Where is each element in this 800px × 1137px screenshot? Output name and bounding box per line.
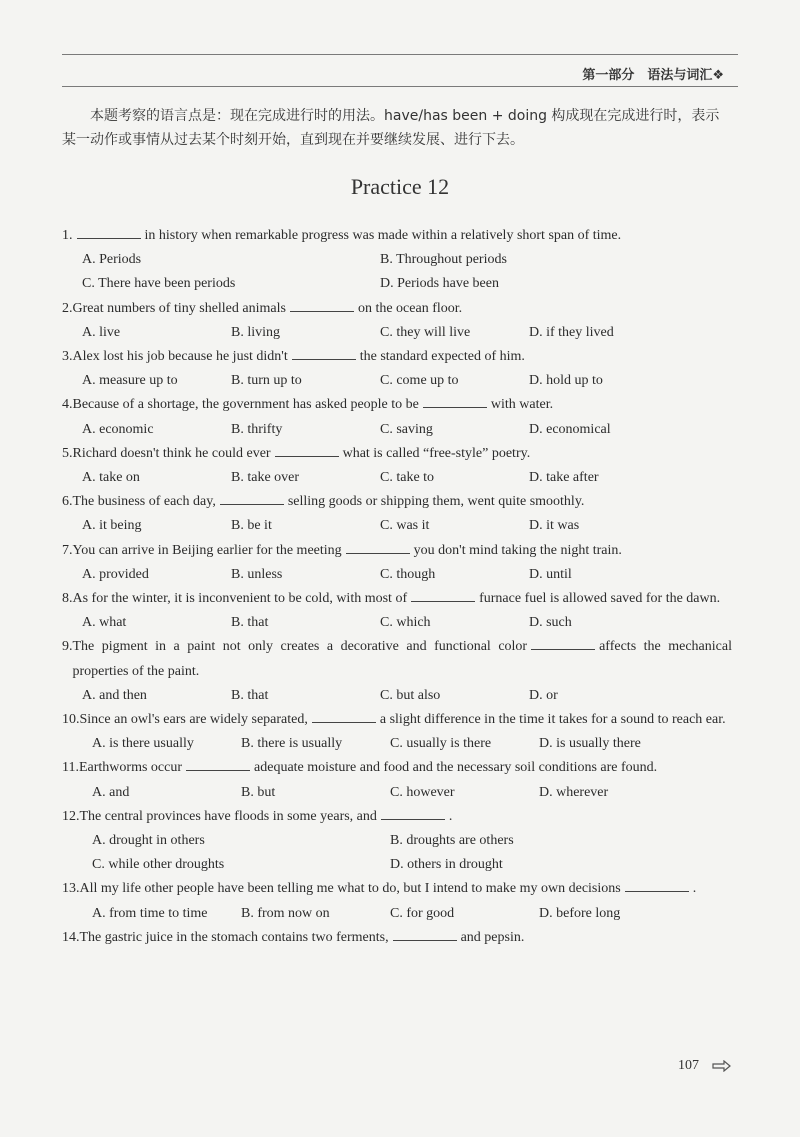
question-stem	[62, 490, 732, 514]
question-item	[62, 539, 732, 587]
answer-option: B. but	[241, 784, 276, 800]
answer-options	[62, 829, 732, 877]
question-text-before-blank: Richard doesn't think he could ever	[72, 445, 271, 461]
question-text	[73, 635, 733, 683]
answer-blank	[220, 490, 284, 505]
question-text	[80, 926, 733, 950]
answer-option: D. until	[529, 566, 572, 582]
question-text-before-blank: As for the winter, it is inconvenient to be cold, with most of	[72, 591, 408, 607]
question-text-before-blank: The gastric juice in the stomach contains two ferments,	[79, 929, 389, 945]
question-number: 13.	[62, 881, 80, 897]
question-text-after-blank: a slight difference in the time it takes for a sound to reach ear.	[379, 712, 726, 728]
question-text-after-blank: .	[692, 881, 697, 897]
question-list	[62, 224, 732, 950]
question-number: 3.	[62, 349, 73, 365]
answer-option: B. there is usually	[241, 736, 343, 752]
answer-option: C. however	[390, 784, 455, 800]
answer-blank	[423, 393, 487, 408]
question-text-after-blank: on the ocean floor.	[357, 300, 463, 316]
answer-option: B. turn up to	[231, 373, 302, 389]
answer-blank	[531, 635, 595, 650]
next-page-arrow-icon	[712, 1060, 732, 1072]
question-stem	[62, 635, 732, 683]
answer-options	[62, 684, 732, 708]
question-number: 14.	[62, 929, 80, 945]
header-rule-top	[62, 54, 738, 55]
question-number: 9.	[62, 639, 73, 655]
answer-options	[62, 466, 732, 490]
page-title: Practice 12	[350, 174, 450, 199]
answer-option: B. Throughout periods	[380, 252, 507, 268]
question-item	[62, 587, 732, 635]
answer-blank	[625, 877, 689, 892]
question-text	[79, 756, 732, 780]
answer-option: A. and then	[82, 687, 147, 703]
answer-option: C. which	[380, 615, 431, 631]
answer-option: A. it being	[82, 518, 142, 534]
question-text	[80, 708, 733, 732]
question-number: 4.	[62, 397, 73, 413]
answer-option: C. take to	[380, 470, 435, 486]
question-text-after-blank: in history when remarkable progress was made within a relatively short span of time.	[144, 228, 622, 243]
question-text-after-blank: you don't mind taking the night train.	[413, 542, 622, 558]
answer-option: C. There have been periods	[82, 276, 236, 292]
answer-blank	[312, 708, 376, 723]
question-stem	[62, 587, 732, 611]
question-text-before-blank: The business of each day,	[72, 494, 216, 510]
answer-options	[62, 514, 732, 538]
answer-option: D. wherever	[539, 784, 609, 800]
question-item	[62, 877, 732, 925]
question-number: 6.	[62, 494, 73, 510]
question-stem	[62, 877, 732, 901]
question-stem	[62, 756, 732, 780]
answer-option: D. take after	[529, 470, 599, 486]
answer-option: C. though	[380, 566, 436, 582]
answer-blank	[346, 539, 410, 554]
answer-option: D. or	[529, 687, 558, 703]
answer-option: C. but also	[380, 687, 441, 703]
question-item	[62, 926, 732, 950]
question-item	[62, 442, 732, 490]
answer-option: B. be it	[231, 518, 272, 534]
answer-options	[62, 611, 732, 635]
answer-option: C. was it	[380, 518, 430, 534]
page-number: 107	[678, 1058, 699, 1073]
answer-option: C. for good	[390, 905, 455, 921]
question-number: 12.	[62, 808, 80, 824]
answer-blank	[292, 345, 356, 360]
answer-option: D. is usually there	[539, 736, 641, 752]
answer-options	[62, 902, 732, 926]
question-stem	[62, 393, 732, 417]
answer-option: A. drought in others	[92, 833, 205, 849]
question-number: 10.	[62, 712, 80, 728]
question-stem	[62, 708, 732, 732]
question-text-before-blank: Since an owl's ears are widely separated,	[79, 712, 308, 728]
answer-option: D. others in drought	[390, 857, 503, 873]
answer-option: A. measure up to	[82, 373, 178, 389]
question-stem	[62, 297, 732, 321]
question-text	[73, 490, 733, 514]
answer-option: A. provided	[82, 566, 149, 582]
question-text	[73, 345, 733, 369]
answer-option: B. living	[231, 324, 281, 340]
answer-option: B. that	[231, 687, 269, 703]
answer-blank	[411, 587, 475, 602]
question-text-after-blank: .	[448, 808, 453, 824]
question-text	[80, 877, 733, 901]
answer-blank	[77, 224, 141, 239]
question-stem	[62, 345, 732, 369]
header-rule-bottom	[62, 86, 738, 87]
answer-blank	[275, 442, 339, 457]
answer-option: B. take over	[231, 470, 300, 486]
answer-options	[62, 563, 732, 587]
answer-option: D. hold up to	[529, 373, 603, 389]
answer-options	[62, 248, 732, 296]
question-item	[62, 393, 732, 441]
question-number: 8.	[62, 591, 73, 607]
question-stem	[62, 539, 732, 563]
question-item	[62, 297, 732, 345]
question-text-after-blank: what is called “free-style” poetry.	[342, 445, 531, 461]
answer-option: A. what	[82, 615, 127, 631]
answer-option: D. such	[529, 615, 572, 631]
question-text-before-blank: Because of a shortage, the government has asked people to be	[72, 397, 419, 413]
question-text	[73, 587, 733, 611]
answer-option: A. is there usually	[92, 736, 194, 752]
answer-option: A. economic	[82, 421, 154, 437]
answer-option: C. come up to	[380, 373, 459, 389]
question-text	[80, 805, 733, 829]
answer-option: B. droughts are others	[390, 833, 514, 849]
answer-blank	[290, 297, 354, 312]
question-text	[73, 442, 733, 466]
question-text-after-blank: with water.	[490, 397, 554, 413]
question-text-before-blank: The central provinces have floods in some years, and	[79, 808, 377, 824]
answer-option: A. from time to time	[92, 905, 208, 921]
answer-option: B. that	[231, 615, 269, 631]
question-text-before-blank: Alex lost his job because he just didn't	[72, 349, 288, 365]
question-item	[62, 635, 732, 708]
question-number: 11.	[62, 760, 79, 776]
question-text	[73, 224, 733, 248]
answer-blank	[381, 805, 445, 820]
question-item	[62, 756, 732, 804]
answer-option: C. usually is there	[390, 736, 492, 752]
question-stem	[62, 805, 732, 829]
question-item	[62, 490, 732, 538]
answer-options	[62, 321, 732, 345]
intro-paragraph	[62, 104, 732, 152]
answer-blank	[186, 756, 250, 771]
question-item	[62, 805, 732, 878]
question-item	[62, 224, 732, 297]
question-text	[73, 539, 733, 563]
question-text-after-blank: and pepsin.	[460, 929, 525, 945]
question-text-after-blank: furnace fuel is allowed saved for the dawn.	[479, 591, 721, 607]
question-text-before-blank: Earthworms occur	[78, 760, 183, 776]
question-stem	[62, 224, 732, 248]
answer-option: D. before long	[539, 905, 621, 921]
answer-option: A. take on	[82, 470, 140, 486]
intro-text: 本题考察的语言点是：现在完成进行时的用法。have/has been + doing 构成现在完成进行时，表示某一动作或事情从过去某个时刻开始，直到现在并要继续发展、进行下去。	[62, 108, 720, 148]
answer-option: A. and	[92, 784, 130, 800]
question-number: 5.	[62, 445, 73, 461]
question-text-after-blank: affects the mechanical properties of the paint.	[72, 639, 732, 679]
answer-option: B. from now on	[241, 905, 330, 921]
answer-option: C. while other droughts	[92, 857, 225, 873]
question-text-before-blank: All my life other people have been telling me what to do, but I intend to make my own decisions	[79, 881, 621, 897]
answer-option: D. Periods have been	[380, 276, 499, 292]
question-text-before-blank: You can arrive in Beijing earlier for the meeting	[72, 542, 342, 558]
question-number: 2.	[62, 300, 73, 316]
section-header: 第一部分 语法与词汇❖	[582, 68, 724, 83]
question-item	[62, 345, 732, 393]
answer-option: B. unless	[231, 566, 283, 582]
question-item	[62, 708, 732, 756]
question-stem	[62, 926, 732, 950]
question-text-after-blank: selling goods or shipping them, went quite smoothly.	[287, 494, 585, 510]
question-number: 7.	[62, 542, 73, 558]
answer-options	[62, 418, 732, 442]
question-number: 1.	[62, 228, 73, 243]
answer-options	[62, 732, 732, 756]
answer-options	[62, 781, 732, 805]
question-text	[73, 393, 733, 417]
answer-option: C. they will live	[380, 324, 471, 340]
answer-option: D. economical	[529, 421, 611, 437]
answer-option: A. Periods	[82, 252, 142, 268]
question-text-before-blank: The pigment in a paint not only creates a decorative and functional color	[72, 639, 528, 655]
question-text-after-blank: the standard expected of him.	[359, 349, 525, 365]
answer-option: C. saving	[380, 421, 433, 437]
answer-options	[62, 369, 732, 393]
question-stem	[62, 442, 732, 466]
answer-option: A. live	[82, 324, 121, 340]
question-text-before-blank: Great numbers of tiny shelled animals	[72, 300, 286, 316]
answer-option: D. it was	[529, 518, 580, 534]
question-text	[73, 297, 733, 321]
answer-option: B. thrifty	[231, 421, 283, 437]
answer-blank	[393, 926, 457, 941]
answer-option: D. if they lived	[529, 324, 614, 340]
question-text-after-blank: adequate moisture and food and the necessary soil conditions are found.	[254, 760, 658, 776]
